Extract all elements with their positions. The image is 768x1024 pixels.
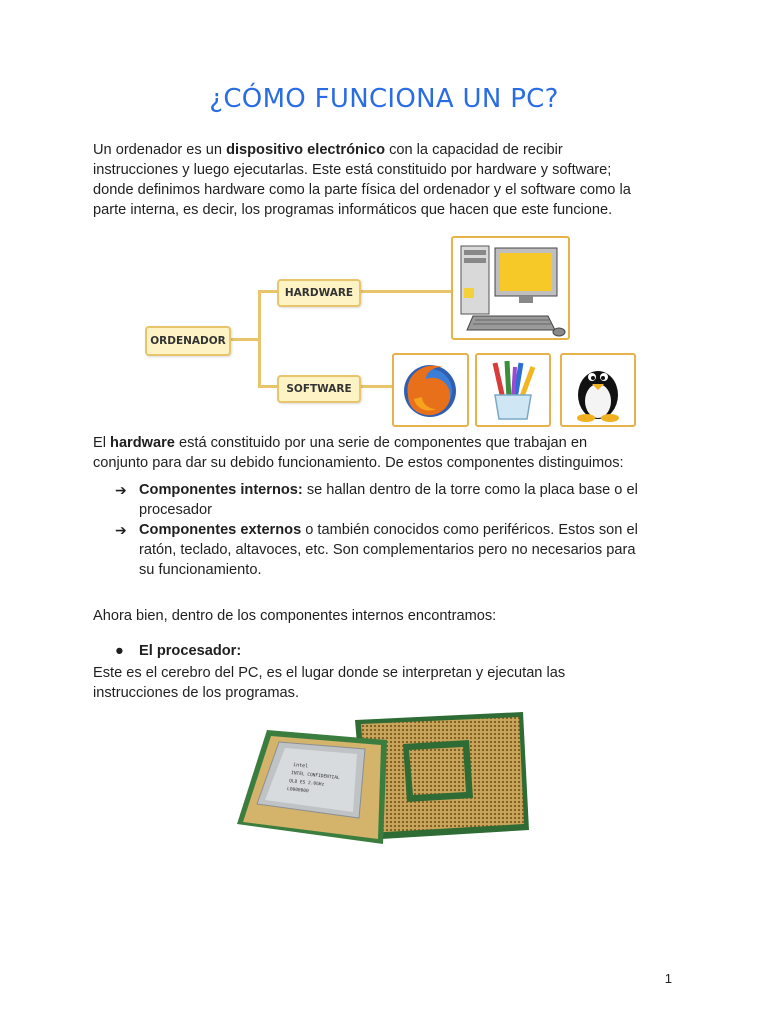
pencils-frame bbox=[475, 353, 551, 427]
processor-heading: El procesador: bbox=[139, 643, 242, 659]
component-list bbox=[93, 480, 683, 580]
chip-text: QL8 ES 2.0GHz bbox=[288, 779, 325, 788]
ordenador-tag: ORDENADOR bbox=[145, 326, 231, 356]
arrow-icon: ➔ bbox=[115, 522, 127, 538]
bullet-icon: ● bbox=[115, 643, 124, 659]
firefox-frame bbox=[392, 353, 469, 427]
tux-penguin-icon bbox=[562, 355, 634, 425]
arrow-icon: ➔ bbox=[115, 482, 127, 498]
internal-intro: Ahora bien, dentro de los componentes internos encontramos: bbox=[93, 608, 497, 624]
pencil-cup-icon bbox=[477, 355, 549, 425]
page-title: ¿CÓMO FUNCIONA UN PC? bbox=[209, 84, 559, 114]
chip-text: L0000000 bbox=[286, 787, 309, 795]
computer-icon bbox=[453, 238, 568, 338]
intro-emphasis: dispositivo electrónico bbox=[226, 142, 386, 158]
computer-frame bbox=[451, 236, 570, 340]
list-item: ➔ Componentes externos o también conocidos como periféricos. Estos son el ratón, teclado, altavoces, etc. Son complementarios pero no necesarios para su funcionamiento. bbox=[115, 522, 638, 578]
hardware-emphasis: hardware bbox=[110, 435, 175, 451]
cpu-photo bbox=[237, 712, 529, 854]
software-tag: SOFTWARE bbox=[277, 375, 361, 403]
page-number: 1 bbox=[664, 971, 672, 986]
hardware-software-diagram bbox=[140, 230, 640, 430]
intro-paragraph: Un ordenador es un dispositivo electrónico con la capacidad de recibir instrucciones y luego ejecutarlas. Este está constituido por hardware y software; donde definimos hardware como la parte física del ordenador y el software como la parte interna, es decir, los programas informáticos que hacen que este funcione. bbox=[93, 142, 631, 218]
chip-text: INTEL CONFIDENTIAL bbox=[290, 771, 340, 782]
firefox-icon bbox=[394, 355, 467, 425]
chip-text: intel bbox=[292, 762, 309, 770]
processor-description: Este es el cerebro del PC, es el lugar donde se interpretan y ejecutan las instrucciones de los programas. bbox=[93, 665, 566, 701]
list-item: ➔ Componentes internos: se hallan dentro de la torre como la placa base o el procesador bbox=[115, 482, 638, 518]
hardware-tag: HARDWARE bbox=[277, 279, 361, 307]
linux-frame bbox=[560, 353, 636, 427]
hardware-paragraph: El hardware está constituido por una serie de componentes que trabajan en conjunto para dar su debido funcionamiento. De estos componentes distinguimos: bbox=[93, 435, 624, 471]
